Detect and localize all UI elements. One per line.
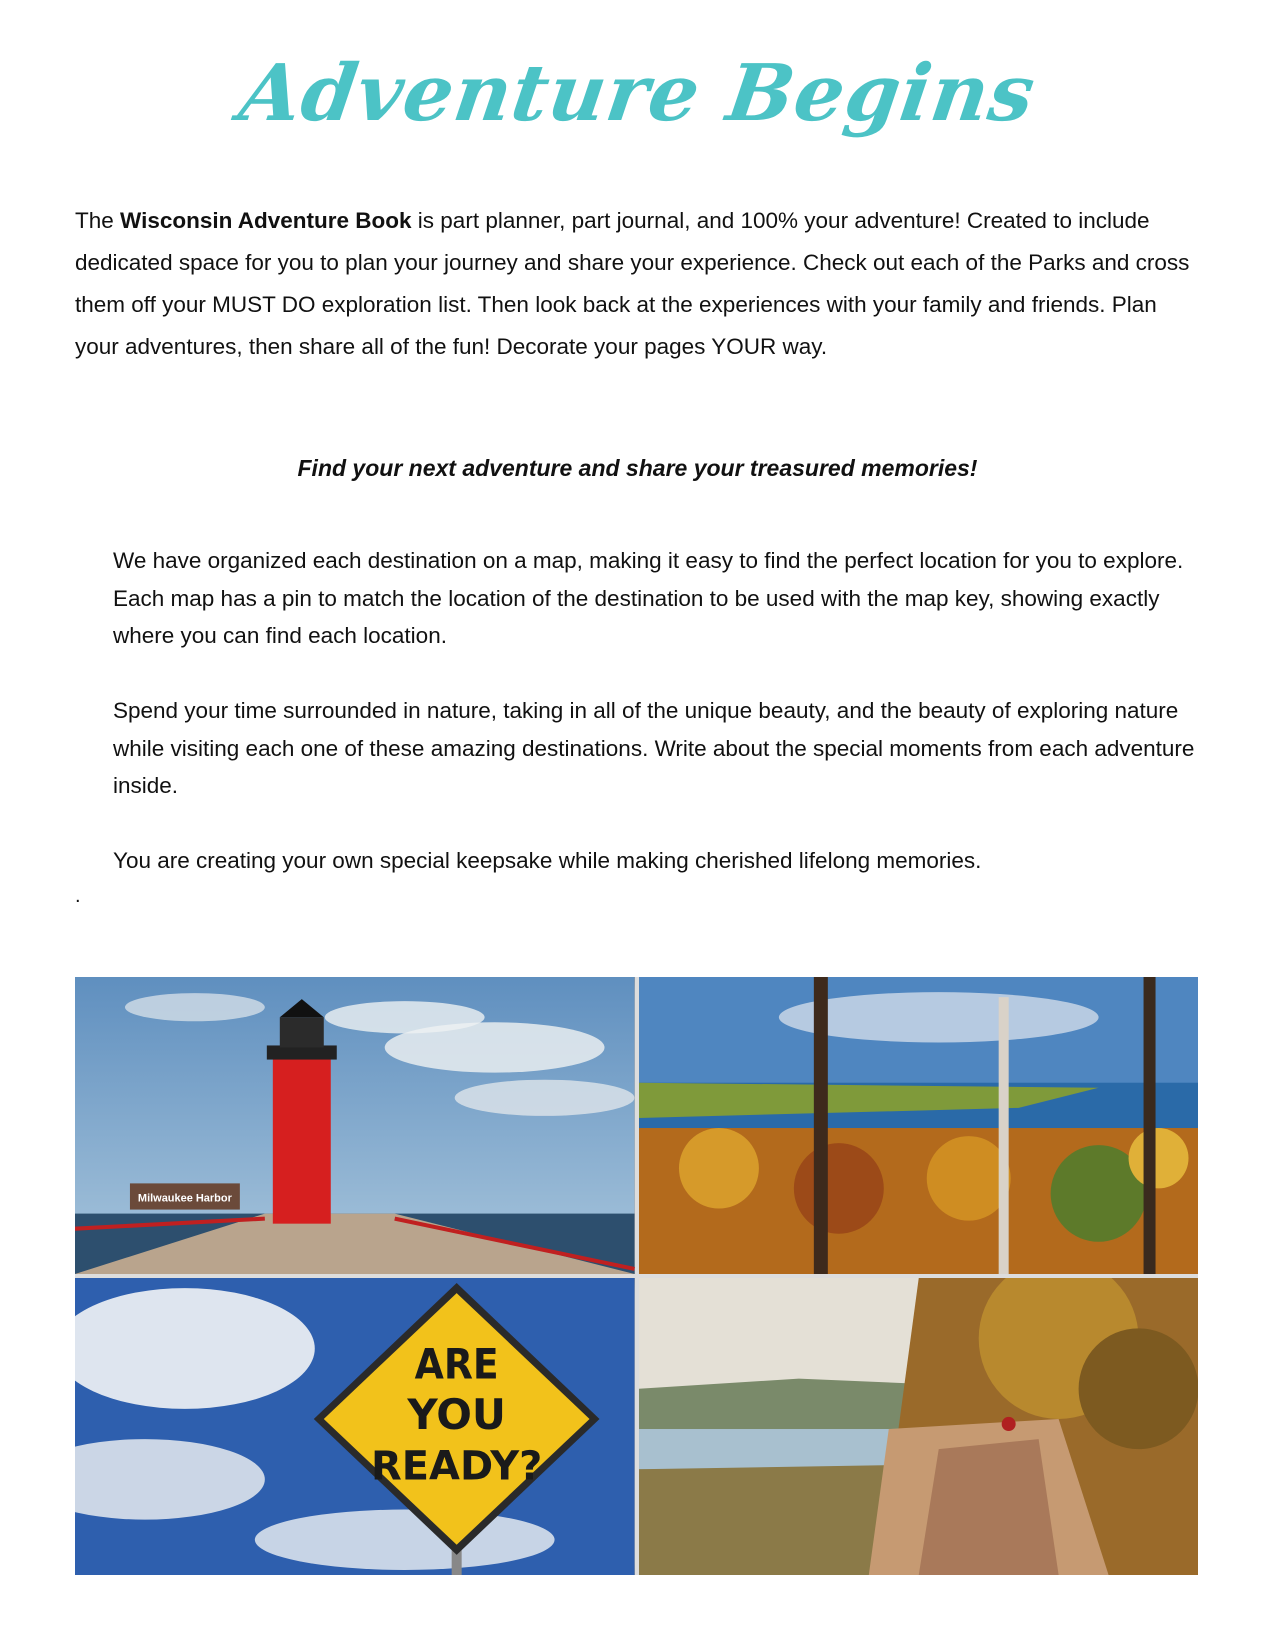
- sign-line-2: YOU: [407, 1389, 506, 1440]
- photo-are-you-ready-sign: [75, 1278, 635, 1575]
- paragraph-nature: Spend your time surrounded in nature, taking in all of the unique beauty, and the beauty of exploring nature while visiting each one of these amazing destinations. Write about the special moments from each adventure inside.: [113, 698, 1195, 798]
- photo-autumn-bay: [639, 977, 1199, 1274]
- intro-prefix: The: [75, 208, 121, 233]
- photo-collage: [75, 977, 1198, 1575]
- page-title-text: Adventure Begins: [234, 48, 1041, 139]
- tagline: Find your next adventure and share your treasured memories!: [297, 455, 978, 481]
- photo-bluff-lake: [639, 1278, 1199, 1575]
- sign-line-1: ARE: [414, 1339, 499, 1389]
- trailing-mark: .: [75, 885, 81, 907]
- sign-line-3: READY?: [370, 1443, 543, 1490]
- intro-paragraph: [75, 200, 1200, 368]
- paragraph-keepsake: You are creating your own special keepsake while making cherished lifelong memories.: [113, 848, 982, 873]
- photo-lighthouse: [75, 977, 635, 1274]
- paragraph-map: We have organized each destination on a map, making it easy to find the perfect location for you to explore. Each map has a pin to match the location of the destination to be used with the map key, showing exactly where you can find each location.: [113, 548, 1184, 648]
- book-name: Wisconsin Adventure Book: [120, 208, 412, 233]
- harbor-sign-text: Milwaukee Harbor: [137, 1192, 232, 1205]
- intro-body: is part planner, part journal, and 100% your adventure! Created to include dedicated space for you to plan your journey and share your experience. Check out each of the Parks and cross them off your MUST DO exploration list. Then look back at the experiences with your family and friends. Plan your adventures, then share all of the fun! Decorate your pages YOUR way.: [75, 208, 1190, 359]
- page-title: [0, 48, 1275, 139]
